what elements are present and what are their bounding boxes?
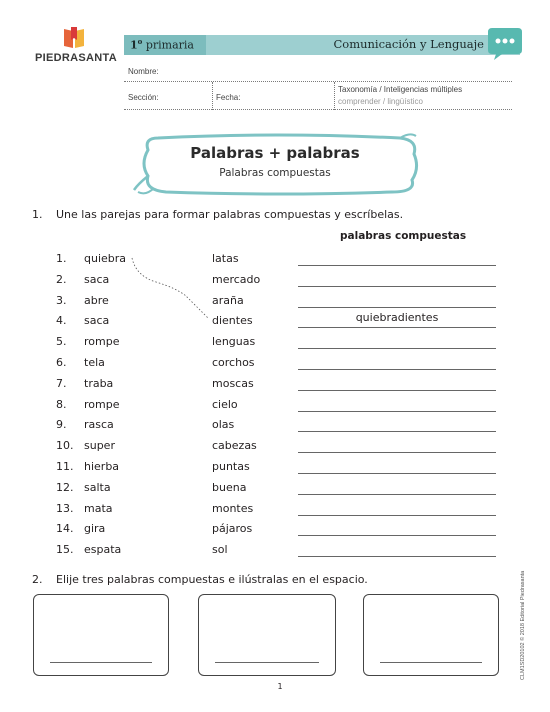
answer-line[interactable] — [298, 390, 496, 391]
matching-row — [0, 398, 550, 418]
row-number: 11. — [56, 460, 74, 473]
left-word[interactable]: saca — [84, 272, 110, 286]
chat-bubble-icon — [486, 26, 524, 62]
answer-line[interactable] — [298, 411, 496, 412]
row-number: 8. — [56, 397, 67, 411]
left-word[interactable]: gira — [84, 522, 106, 536]
title-banner — [130, 130, 430, 202]
matching-row — [0, 543, 550, 563]
copyright-note: CLM1SD20102 © 2018 Editorial Piedrasanta — [520, 570, 526, 680]
field-divider — [212, 82, 213, 110]
left-word[interactable]: rompe — [84, 397, 120, 411]
matching-row — [0, 335, 550, 355]
row-number: 6. — [56, 356, 67, 369]
grade-ordinal: o — [137, 37, 143, 46]
answer-line[interactable] — [298, 535, 496, 536]
left-word[interactable]: salta — [84, 480, 111, 494]
right-word[interactable]: corchos — [212, 356, 255, 369]
drawing-box-2[interactable] — [198, 594, 336, 676]
row-number: 5. — [56, 335, 67, 349]
answer-line[interactable] — [298, 431, 496, 432]
right-word[interactable]: moscas — [212, 376, 254, 390]
caption-line[interactable] — [380, 662, 482, 663]
right-word[interactable]: sol — [212, 543, 228, 557]
row-number: 7. — [56, 376, 67, 390]
matching-row — [0, 311, 550, 334]
grade-subject-bar — [124, 35, 520, 55]
drawing-box-3[interactable] — [363, 594, 499, 676]
right-word[interactable]: dientes — [212, 314, 253, 328]
subject-title: Comunicación y Lenguaje — [333, 37, 484, 51]
left-word[interactable]: espata — [84, 543, 122, 557]
book-logo-icon — [62, 26, 86, 50]
answer-line[interactable] — [298, 286, 496, 287]
matching-row — [0, 522, 550, 542]
left-word[interactable]: hierba — [84, 460, 120, 473]
matching-row — [0, 356, 550, 376]
matching-row — [0, 460, 550, 480]
title-scroll-frame — [130, 130, 430, 202]
worksheet-title: Palabras + palabras — [190, 144, 360, 162]
matching-row — [0, 502, 550, 522]
left-word[interactable]: tela — [84, 356, 105, 369]
left-word[interactable]: traba — [84, 376, 114, 390]
right-word[interactable]: cielo — [212, 397, 238, 411]
matching-row — [0, 273, 550, 293]
right-word[interactable]: cabezas — [212, 439, 257, 453]
right-word[interactable]: pájaros — [212, 522, 253, 536]
fecha-label: Fecha: — [216, 93, 241, 102]
exercise-1-instruction: Une las parejas para formar palabras compuestas y escríbelas. — [56, 208, 404, 221]
answer-line[interactable] — [298, 369, 496, 370]
left-word[interactable]: saca — [84, 314, 110, 328]
answers-column-header: palabras compuestas — [340, 230, 467, 242]
grade-label — [130, 37, 194, 52]
row-number: 14. — [56, 522, 74, 536]
caption-line[interactable] — [50, 662, 152, 663]
answer-line[interactable] — [298, 473, 496, 474]
row-number: 4. — [56, 314, 67, 328]
answer-line[interactable] — [298, 265, 496, 266]
right-word[interactable]: buena — [212, 480, 247, 494]
answer-line[interactable] — [298, 494, 496, 495]
answer-line[interactable] — [298, 515, 496, 516]
row-number: 10. — [56, 439, 74, 453]
exercise-2-instruction: Elije tres palabras compuestas e ilústralas en el espacio. — [56, 573, 368, 586]
row-number: 15. — [56, 543, 74, 557]
field-divider — [334, 82, 335, 110]
exercise-2-number: 2. — [32, 573, 43, 586]
left-word[interactable]: rasca — [84, 418, 114, 432]
left-word[interactable]: mata — [84, 501, 113, 515]
publisher-name: PIEDRASANTA — [35, 52, 117, 64]
right-word[interactable]: puntas — [212, 460, 250, 473]
worksheet-subtitle: Palabras compuestas — [219, 167, 331, 179]
taxonomia-value: comprender / lingüístico — [338, 97, 423, 106]
matching-row — [0, 418, 550, 438]
seccion-line[interactable] — [124, 109, 512, 110]
row-number: 13. — [56, 501, 74, 515]
publisher-logo — [30, 26, 122, 72]
right-word[interactable]: olas — [212, 418, 235, 432]
answer-line[interactable] — [298, 452, 496, 453]
nombre-label: Nombre: — [128, 67, 159, 76]
row-number: 3. — [56, 293, 67, 307]
row-number: 2. — [56, 272, 67, 286]
matching-row — [0, 252, 550, 272]
left-word[interactable]: super — [84, 439, 115, 453]
left-word[interactable]: quiebra — [84, 252, 127, 265]
right-word[interactable]: latas — [212, 252, 239, 265]
taxonomia-label: Taxonomía / Inteligencias múltiples — [338, 85, 463, 94]
answer-line[interactable] — [298, 348, 496, 349]
grade-number: 1 — [130, 38, 138, 52]
answer-text: quiebradientes — [355, 311, 439, 325]
row-number: 12. — [56, 480, 74, 494]
nombre-line[interactable] — [124, 81, 512, 82]
caption-line[interactable] — [215, 662, 319, 663]
right-word[interactable]: mercado — [212, 272, 261, 286]
page-number: 1 — [277, 682, 283, 691]
left-word[interactable]: rompe — [84, 335, 120, 349]
right-word[interactable]: lenguas — [212, 335, 256, 349]
right-word[interactable]: montes — [212, 501, 254, 515]
row-number: 9. — [56, 418, 67, 432]
matching-row — [0, 377, 550, 397]
matching-row — [0, 439, 550, 459]
drawing-box-1[interactable] — [33, 594, 169, 676]
grade-box — [124, 35, 206, 55]
answer-line[interactable] — [298, 556, 496, 557]
right-word[interactable]: araña — [212, 293, 244, 307]
left-word[interactable]: abre — [84, 293, 109, 307]
grade-level: primaria — [145, 38, 194, 52]
exercise-1-number: 1. — [32, 208, 43, 221]
answer-line[interactable] — [298, 327, 496, 328]
matching-row — [0, 481, 550, 501]
seccion-label: Sección: — [128, 93, 159, 102]
answer-line[interactable] — [298, 307, 496, 308]
row-number: 1. — [56, 252, 67, 265]
